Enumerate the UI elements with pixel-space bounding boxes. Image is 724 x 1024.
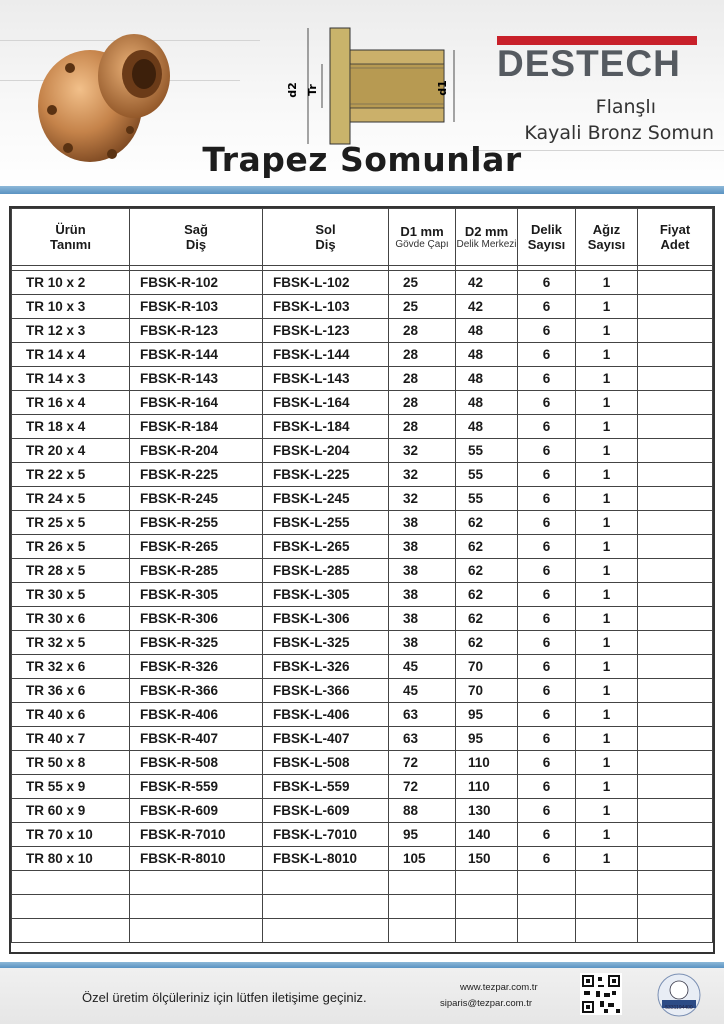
table-row [12, 391, 713, 415]
cell-unit-price[interactable] [638, 295, 713, 319]
column-header-d1-diameter [389, 209, 456, 266]
dim-label-d1: d1 [436, 80, 449, 96]
column-header-line2: Diş [315, 237, 336, 252]
cell-hole-count: 6 [518, 367, 576, 391]
cell-mouth-count: 1 [576, 511, 638, 535]
cell-d2-diameter: 48 [456, 415, 518, 439]
table-row [12, 415, 713, 439]
cell-product-name: TR 40 x 6 [12, 703, 130, 727]
cell-product-name: TR 70 x 10 [12, 823, 130, 847]
cell-unit-price[interactable] [638, 271, 713, 295]
cell-mouth-count: 1 [576, 799, 638, 823]
cell-left-thread: FBSK-L-143 [263, 367, 389, 391]
cell-d1-diameter: 38 [389, 607, 456, 631]
cell-d2-diameter: 62 [456, 631, 518, 655]
cell-d2-diameter: 62 [456, 559, 518, 583]
cell-product-name: TR 30 x 6 [12, 607, 130, 631]
cell-left-thread: FBSK-L-164 [263, 391, 389, 415]
cell-d2-diameter: 55 [456, 463, 518, 487]
cell-d1-diameter: 25 [389, 271, 456, 295]
cell-d2-diameter [456, 895, 518, 919]
cell-mouth-count: 1 [576, 487, 638, 511]
cell-d1-diameter [389, 895, 456, 919]
certificate-badge [656, 972, 702, 1018]
table-row [12, 871, 713, 895]
website-link[interactable]: www.tezpar.com.tr [460, 982, 538, 993]
table-row [12, 583, 713, 607]
cell-unit-price[interactable] [638, 487, 713, 511]
column-header-product-name [12, 209, 130, 266]
cell-mouth-count: 1 [576, 319, 638, 343]
cell-mouth-count: 1 [576, 463, 638, 487]
cell-unit-price[interactable] [638, 391, 713, 415]
cell-mouth-count: 1 [576, 703, 638, 727]
cell-unit-price[interactable] [638, 871, 713, 895]
cell-hole-count: 6 [518, 343, 576, 367]
cell-unit-price[interactable] [638, 703, 713, 727]
cell-hole-count: 6 [518, 319, 576, 343]
cell-unit-price[interactable] [638, 847, 713, 871]
cell-left-thread: FBSK-L-255 [263, 511, 389, 535]
table-row [12, 751, 713, 775]
cell-left-thread: FBSK-L-508 [263, 751, 389, 775]
cell-hole-count [518, 919, 576, 943]
cell-d2-diameter: 48 [456, 319, 518, 343]
cell-right-thread: FBSK-R-406 [130, 703, 263, 727]
cell-left-thread: FBSK-L-406 [263, 703, 389, 727]
table-row [12, 439, 713, 463]
cell-d1-diameter: 32 [389, 463, 456, 487]
cell-product-name: TR 26 x 5 [12, 535, 130, 559]
cell-d2-diameter: 150 [456, 847, 518, 871]
cell-product-name: TR 24 x 5 [12, 487, 130, 511]
cell-hole-count: 6 [518, 655, 576, 679]
cell-d1-diameter: 72 [389, 775, 456, 799]
cell-right-thread: FBSK-R-265 [130, 535, 263, 559]
cell-mouth-count: 1 [576, 607, 638, 631]
dim-label-tr: Tr [306, 84, 319, 96]
cell-product-name: TR 55 x 9 [12, 775, 130, 799]
cell-hole-count: 6 [518, 823, 576, 847]
column-header-line1: Sol [315, 222, 336, 237]
cell-unit-price[interactable] [638, 463, 713, 487]
cell-d2-diameter: 110 [456, 775, 518, 799]
cell-d2-diameter: 42 [456, 295, 518, 319]
cell-hole-count: 6 [518, 751, 576, 775]
cell-unit-price[interactable] [638, 607, 713, 631]
cell-left-thread: FBSK-L-8010 [263, 847, 389, 871]
cell-product-name: TR 25 x 5 [12, 511, 130, 535]
cell-hole-count: 6 [518, 271, 576, 295]
cell-right-thread: FBSK-R-255 [130, 511, 263, 535]
cell-hole-count: 6 [518, 439, 576, 463]
cell-d1-diameter: 88 [389, 799, 456, 823]
cell-d1-diameter: 32 [389, 487, 456, 511]
cell-product-name: TR 60 x 9 [12, 799, 130, 823]
cell-hole-count: 6 [518, 487, 576, 511]
product-table [9, 206, 715, 954]
cell-product-name: TR 10 x 3 [12, 295, 130, 319]
cell-mouth-count: 1 [576, 775, 638, 799]
cell-left-thread: FBSK-L-102 [263, 271, 389, 295]
table-row [12, 319, 713, 343]
cell-left-thread: FBSK-L-326 [263, 655, 389, 679]
table-header [12, 209, 713, 266]
cell-unit-price[interactable] [638, 367, 713, 391]
cell-left-thread [263, 871, 389, 895]
cell-mouth-count: 1 [576, 415, 638, 439]
cell-mouth-count: 1 [576, 631, 638, 655]
cell-hole-count: 6 [518, 535, 576, 559]
cell-right-thread: FBSK-R-144 [130, 343, 263, 367]
table-row [12, 559, 713, 583]
table-row [12, 607, 713, 631]
cell-product-name: TR 20 x 4 [12, 439, 130, 463]
cell-left-thread: FBSK-L-245 [263, 487, 389, 511]
table-row [12, 775, 713, 799]
cell-right-thread: FBSK-R-285 [130, 559, 263, 583]
cell-left-thread: FBSK-L-144 [263, 343, 389, 367]
cell-product-name: TR 32 x 6 [12, 655, 130, 679]
cell-d2-diameter: 48 [456, 367, 518, 391]
cell-right-thread [130, 871, 263, 895]
column-header-line1: Ürün [55, 222, 86, 237]
cell-unit-price[interactable] [638, 919, 713, 943]
cell-product-name: TR 40 x 7 [12, 727, 130, 751]
cell-mouth-count: 1 [576, 559, 638, 583]
column-header-line2: Sayısı [527, 237, 566, 252]
cell-left-thread: FBSK-L-204 [263, 439, 389, 463]
column-header-line2: Tanımı [50, 237, 91, 252]
column-header-right-thread [130, 209, 263, 266]
table-row [12, 367, 713, 391]
cell-mouth-count: 1 [576, 343, 638, 367]
table-row [12, 631, 713, 655]
table-row [12, 463, 713, 487]
cell-mouth-count [576, 919, 638, 943]
footer [0, 968, 724, 1024]
brand-name: DESTECH [497, 43, 681, 84]
header [0, 0, 724, 190]
cell-left-thread [263, 895, 389, 919]
cell-left-thread: FBSK-L-325 [263, 631, 389, 655]
cell-left-thread: FBSK-L-306 [263, 607, 389, 631]
cell-product-name: TR 32 x 5 [12, 631, 130, 655]
cell-hole-count: 6 [518, 583, 576, 607]
cell-right-thread: FBSK-R-245 [130, 487, 263, 511]
table-row [12, 511, 713, 535]
cell-hole-count: 6 [518, 679, 576, 703]
page-title: Trapez Somunlar [202, 140, 522, 179]
cell-mouth-count: 1 [576, 439, 638, 463]
cell-right-thread: FBSK-R-8010 [130, 847, 263, 871]
cell-d1-diameter: 32 [389, 439, 456, 463]
cell-product-name: TR 10 x 2 [12, 271, 130, 295]
table-row [12, 919, 713, 943]
column-header-left-thread [263, 209, 389, 266]
column-header-line2: Adet [660, 237, 690, 252]
table-row [12, 487, 713, 511]
column-header-line1: Ağız [592, 222, 621, 237]
table-row [12, 295, 713, 319]
cell-unit-price[interactable] [638, 895, 713, 919]
brand-logo [497, 36, 697, 86]
cell-mouth-count: 1 [576, 823, 638, 847]
cell-unit-price[interactable] [638, 535, 713, 559]
cell-mouth-count: 1 [576, 727, 638, 751]
cell-left-thread: FBSK-L-7010 [263, 823, 389, 847]
cell-d2-diameter: 140 [456, 823, 518, 847]
cell-d1-diameter: 28 [389, 343, 456, 367]
table-row [12, 535, 713, 559]
cell-d2-diameter: 95 [456, 703, 518, 727]
cell-d2-diameter: 62 [456, 511, 518, 535]
cell-right-thread: FBSK-R-204 [130, 439, 263, 463]
cell-mouth-count: 1 [576, 655, 638, 679]
column-header-unit-price [638, 209, 713, 266]
cell-d1-diameter: 38 [389, 511, 456, 535]
cell-d2-diameter: 110 [456, 751, 518, 775]
cell-left-thread: FBSK-L-407 [263, 727, 389, 751]
cell-product-name: TR 36 x 6 [12, 679, 130, 703]
cell-d2-diameter: 70 [456, 655, 518, 679]
cell-d1-diameter: 28 [389, 367, 456, 391]
cell-right-thread: FBSK-R-123 [130, 319, 263, 343]
cell-d1-diameter: 28 [389, 391, 456, 415]
cell-product-name [12, 871, 130, 895]
cell-d1-diameter: 28 [389, 319, 456, 343]
cell-left-thread: FBSK-L-305 [263, 583, 389, 607]
cell-right-thread [130, 919, 263, 943]
dim-label-d2: d2 [286, 82, 299, 98]
cell-unit-price[interactable] [638, 679, 713, 703]
cell-d2-diameter: 62 [456, 607, 518, 631]
cell-right-thread: FBSK-R-325 [130, 631, 263, 655]
cell-d1-diameter: 72 [389, 751, 456, 775]
cell-product-name [12, 919, 130, 943]
cell-right-thread: FBSK-R-609 [130, 799, 263, 823]
cell-product-name: TR 50 x 8 [12, 751, 130, 775]
cell-hole-count: 6 [518, 511, 576, 535]
cell-unit-price[interactable] [638, 559, 713, 583]
certificate-number: 5331194400 [665, 1005, 693, 1011]
cell-unit-price[interactable] [638, 823, 713, 847]
cell-product-name: TR 22 x 5 [12, 463, 130, 487]
cell-left-thread: FBSK-L-559 [263, 775, 389, 799]
cell-hole-count: 6 [518, 799, 576, 823]
cell-unit-price[interactable] [638, 631, 713, 655]
product-subtitle-line1: Flanşlı [595, 96, 656, 118]
cell-mouth-count [576, 871, 638, 895]
cell-left-thread: FBSK-L-265 [263, 535, 389, 559]
cell-left-thread [263, 919, 389, 943]
cell-mouth-count [576, 895, 638, 919]
cell-hole-count: 6 [518, 703, 576, 727]
cell-right-thread: FBSK-R-366 [130, 679, 263, 703]
cell-product-name: TR 14 x 4 [12, 343, 130, 367]
cell-d2-diameter: 42 [456, 271, 518, 295]
product-subtitle-line2: Kayali Bronz Somun [524, 122, 714, 144]
cell-left-thread: FBSK-L-225 [263, 463, 389, 487]
table-row [12, 343, 713, 367]
cell-mouth-count: 1 [576, 535, 638, 559]
cell-product-name: TR 80 x 10 [12, 847, 130, 871]
cell-product-name: TR 12 x 3 [12, 319, 130, 343]
cell-d2-diameter: 95 [456, 727, 518, 751]
cell-d2-diameter [456, 919, 518, 943]
cell-hole-count: 6 [518, 727, 576, 751]
email-link[interactable]: siparis@tezpar.com.tr [440, 998, 533, 1009]
cell-unit-price[interactable] [638, 583, 713, 607]
cell-right-thread: FBSK-R-7010 [130, 823, 263, 847]
technical-drawing [282, 18, 462, 158]
cell-unit-price[interactable] [638, 511, 713, 535]
cell-d1-diameter: 38 [389, 535, 456, 559]
column-header-note: Gövde Çapı [395, 239, 449, 250]
cell-left-thread: FBSK-L-103 [263, 295, 389, 319]
cell-product-name: TR 16 x 4 [12, 391, 130, 415]
column-header-line1: Delik [530, 222, 563, 237]
cell-d1-diameter: 38 [389, 631, 456, 655]
cell-left-thread: FBSK-L-609 [263, 799, 389, 823]
cell-left-thread: FBSK-L-123 [263, 319, 389, 343]
cell-d1-diameter: 95 [389, 823, 456, 847]
cell-mouth-count: 1 [576, 583, 638, 607]
qr-code-icon [580, 973, 622, 1015]
table-row [12, 799, 713, 823]
cell-d1-diameter: 105 [389, 847, 456, 871]
cell-right-thread: FBSK-R-407 [130, 727, 263, 751]
cell-right-thread: FBSK-R-305 [130, 583, 263, 607]
column-header-line1: Sağ [184, 222, 208, 237]
cell-hole-count: 6 [518, 391, 576, 415]
cell-d1-diameter [389, 919, 456, 943]
cell-d1-diameter: 38 [389, 583, 456, 607]
cell-unit-price[interactable] [638, 439, 713, 463]
column-header-line1: Fiyat [659, 222, 691, 237]
column-header-line2: Diş [185, 237, 207, 252]
cell-hole-count [518, 871, 576, 895]
cell-mouth-count: 1 [576, 271, 638, 295]
cell-unit-price[interactable] [638, 775, 713, 799]
cell-product-name: TR 28 x 5 [12, 559, 130, 583]
cell-right-thread [130, 895, 263, 919]
table-row [12, 679, 713, 703]
cell-right-thread: FBSK-R-225 [130, 463, 263, 487]
column-header-mouth-count [576, 209, 638, 266]
table-row [12, 895, 713, 919]
cell-unit-price[interactable] [638, 727, 713, 751]
cell-d2-diameter: 55 [456, 487, 518, 511]
cell-left-thread: FBSK-L-184 [263, 415, 389, 439]
cell-hole-count: 6 [518, 607, 576, 631]
cell-d2-diameter: 55 [456, 439, 518, 463]
cell-hole-count: 6 [518, 415, 576, 439]
cell-product-name [12, 895, 130, 919]
certificate-seal-icon [656, 972, 702, 1018]
cell-product-name: TR 14 x 3 [12, 367, 130, 391]
cell-left-thread: FBSK-L-285 [263, 559, 389, 583]
cell-right-thread: FBSK-R-103 [130, 295, 263, 319]
table-row [12, 703, 713, 727]
cell-right-thread: FBSK-R-326 [130, 655, 263, 679]
cell-unit-price[interactable] [638, 751, 713, 775]
cell-d2-diameter [456, 871, 518, 895]
column-header-line1: D1 mm [400, 224, 444, 239]
table-row [12, 271, 713, 295]
cell-hole-count: 6 [518, 559, 576, 583]
cell-d1-diameter: 63 [389, 727, 456, 751]
cell-right-thread: FBSK-R-508 [130, 751, 263, 775]
cell-hole-count: 6 [518, 295, 576, 319]
cell-d2-diameter: 70 [456, 679, 518, 703]
cell-d1-diameter: 45 [389, 655, 456, 679]
cell-product-name: TR 18 x 4 [12, 415, 130, 439]
cell-d1-diameter: 28 [389, 415, 456, 439]
cell-hole-count: 6 [518, 847, 576, 871]
cell-hole-count: 6 [518, 463, 576, 487]
cell-mouth-count: 1 [576, 847, 638, 871]
cell-unit-price[interactable] [638, 343, 713, 367]
cell-d1-diameter: 45 [389, 679, 456, 703]
cell-hole-count [518, 895, 576, 919]
cell-right-thread: FBSK-R-102 [130, 271, 263, 295]
cell-d1-diameter: 38 [389, 559, 456, 583]
cell-d1-diameter: 25 [389, 295, 456, 319]
cell-mouth-count: 1 [576, 295, 638, 319]
cell-right-thread: FBSK-R-559 [130, 775, 263, 799]
cell-unit-price[interactable] [638, 799, 713, 823]
cell-d2-diameter: 62 [456, 535, 518, 559]
top-stripe [0, 186, 724, 194]
cell-d2-diameter: 48 [456, 391, 518, 415]
cell-right-thread: FBSK-R-164 [130, 391, 263, 415]
cell-hole-count: 6 [518, 631, 576, 655]
cell-mouth-count: 1 [576, 679, 638, 703]
cell-d2-diameter: 130 [456, 799, 518, 823]
cell-unit-price[interactable] [638, 415, 713, 439]
cell-mouth-count: 1 [576, 391, 638, 415]
cell-mouth-count: 1 [576, 751, 638, 775]
cell-unit-price[interactable] [638, 655, 713, 679]
table-row [12, 847, 713, 871]
column-header-d2-diameter [456, 209, 518, 266]
cell-left-thread: FBSK-L-366 [263, 679, 389, 703]
cell-product-name: TR 30 x 5 [12, 583, 130, 607]
column-header-line1: D2 mm [464, 224, 509, 239]
cell-right-thread: FBSK-R-184 [130, 415, 263, 439]
column-header-hole-count [518, 209, 576, 266]
cell-hole-count: 6 [518, 775, 576, 799]
cell-d1-diameter: 63 [389, 703, 456, 727]
cell-right-thread: FBSK-R-143 [130, 367, 263, 391]
table-row [12, 655, 713, 679]
cell-unit-price[interactable] [638, 319, 713, 343]
cell-d2-diameter: 48 [456, 343, 518, 367]
cell-d2-diameter: 62 [456, 583, 518, 607]
cell-d1-diameter [389, 871, 456, 895]
column-header-note: Delik Merkezi [456, 239, 517, 250]
table-row [12, 823, 713, 847]
column-header-line2: Sayısı [587, 237, 626, 252]
cell-right-thread: FBSK-R-306 [130, 607, 263, 631]
footer-note: Özel üretim ölçüleriniz için lütfen iletişime geçiniz. [82, 990, 367, 1005]
cell-mouth-count: 1 [576, 367, 638, 391]
table-row [12, 727, 713, 751]
